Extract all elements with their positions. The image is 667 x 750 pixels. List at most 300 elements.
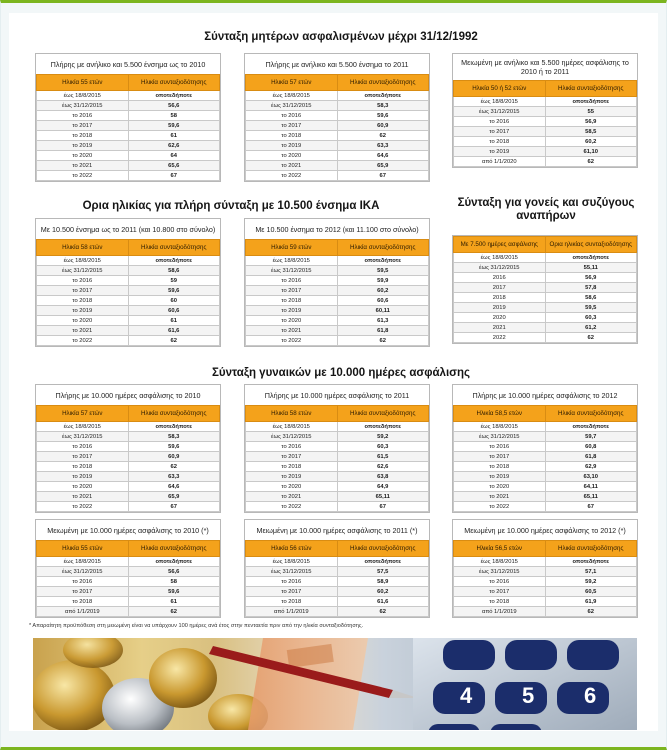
table-header-row — [37, 541, 220, 557]
period-cell: 2018 — [454, 293, 546, 303]
period-cell: έως 18/8/2015 — [37, 256, 129, 266]
retirement-age-cell: 58,5 — [545, 127, 637, 137]
column-header-age: Ηλικία συνταξιοδότησης — [128, 406, 220, 422]
table-card — [244, 53, 430, 182]
period-cell: έως 31/12/2015 — [246, 567, 338, 577]
retirement-age-cell: 61,5 — [337, 452, 429, 462]
calculator-key — [505, 640, 557, 670]
table-card — [35, 384, 221, 513]
table-row — [454, 333, 637, 343]
period-cell: έως 31/12/2015 — [454, 107, 546, 117]
table-row — [454, 587, 637, 597]
column-header-group: Ηλικία 59 ετών — [246, 240, 338, 256]
table-row — [246, 442, 429, 452]
column-header-group: Ηλικία 56,5 ετών — [454, 541, 546, 557]
period-cell: το 2016 — [246, 577, 338, 587]
retirement-age-cell: 58,6 — [128, 266, 220, 276]
retirement-age-cell: 56,9 — [545, 273, 637, 283]
period-cell: το 2017 — [246, 452, 338, 462]
retirement-age-cell: 59,7 — [545, 432, 637, 442]
retirement-age-cell: 60,11 — [337, 306, 429, 316]
period-cell: έως 31/12/2015 — [37, 567, 129, 577]
table-row — [37, 111, 220, 121]
table-row — [37, 326, 220, 336]
retirement-age-cell: 61,2 — [545, 323, 637, 333]
period-cell: το 2018 — [37, 462, 129, 472]
table-card — [35, 519, 221, 618]
period-cell: έως 18/8/2015 — [454, 557, 546, 567]
column-header-group: Ηλικία 55 ετών — [37, 75, 129, 91]
table-card — [452, 53, 638, 168]
calculator-key — [557, 682, 609, 714]
period-cell: 2020 — [454, 313, 546, 323]
period-cell: το 2022 — [246, 171, 338, 181]
table-row — [454, 97, 637, 107]
table-header-row — [454, 81, 637, 97]
table-header-row — [454, 237, 637, 253]
period-cell: έως 18/8/2015 — [246, 256, 338, 266]
age-table — [453, 540, 637, 617]
period-cell: το 2019 — [37, 141, 129, 151]
retirement-age-cell: 59,6 — [128, 442, 220, 452]
retirement-age-cell: οποτεδήποτε — [128, 557, 220, 567]
period-cell: έως 18/8/2015 — [37, 91, 129, 101]
retirement-age-cell: 63,8 — [337, 472, 429, 482]
retirement-age-cell: οποτεδήποτε — [545, 253, 637, 263]
period-cell: το 2018 — [246, 597, 338, 607]
table-title: Πλήρης με ανήλικο και 5.500 ένσημα το 2011 — [245, 54, 429, 74]
retirement-age-cell: 67 — [128, 171, 220, 181]
retirement-age-cell: 62 — [337, 131, 429, 141]
retirement-age-cell: 59,5 — [545, 303, 637, 313]
age-table — [36, 405, 220, 512]
retirement-age-cell: 61,10 — [545, 147, 637, 157]
period-cell: το 2019 — [246, 472, 338, 482]
age-table — [36, 74, 220, 181]
age-table — [245, 74, 429, 181]
retirement-age-cell: 59,5 — [337, 266, 429, 276]
period-cell: έως 18/8/2015 — [37, 422, 129, 432]
table-row — [454, 117, 637, 127]
table-row — [246, 557, 429, 567]
period-cell: το 2021 — [246, 492, 338, 502]
calculator-key — [433, 682, 485, 714]
table-row — [246, 151, 429, 161]
period-cell: το 2021 — [37, 492, 129, 502]
heading-mothers-pension: Σύνταξη μητέρων ασφαλισμένων μέχρι 31/12/1992 — [204, 31, 478, 43]
retirement-age-cell: 58 — [128, 577, 220, 587]
period-cell: το 2017 — [37, 121, 129, 131]
table-row — [246, 492, 429, 502]
footnote: * Απαραίτητη προϋπόθεση στη μειωμένη είναι να υπάρχουν 100 ημέρες ανά έτος στην πενταετία πριν από την ηλικία συνταξιοδότησης. — [29, 623, 364, 629]
period-cell: το 2019 — [37, 306, 129, 316]
column-header-age: Ηλικία συνταξιοδότησης — [128, 240, 220, 256]
column-header-group: Ηλικία 57 ετών — [37, 406, 129, 422]
table-title: Πλήρης με 10.000 ημέρες ασφάλισης το 2010 — [36, 385, 220, 405]
table-row — [454, 107, 637, 117]
table-row — [246, 462, 429, 472]
period-cell: το 2019 — [37, 472, 129, 482]
retirement-age-cell: 60,6 — [128, 306, 220, 316]
period-cell: το 2020 — [246, 482, 338, 492]
table-row — [454, 263, 637, 273]
retirement-age-cell: 62 — [128, 462, 220, 472]
age-table — [36, 239, 220, 346]
retirement-age-cell: 62 — [128, 607, 220, 617]
retirement-age-cell: 61 — [128, 597, 220, 607]
table-title: Μειωμένη με 10.000 ημέρες ασφάλισης το 2010 (*) — [36, 520, 220, 540]
table-row — [37, 171, 220, 181]
period-cell: το 2016 — [454, 577, 546, 587]
period-cell: το 2022 — [37, 502, 129, 512]
retirement-age-cell: 61 — [128, 131, 220, 141]
retirement-age-cell: 62 — [545, 157, 637, 167]
retirement-age-cell: 60,6 — [337, 296, 429, 306]
table-title: Μειωμένη με ανήλικο και 5.500 ημέρες ασφάλισης το 2010 ή το 2011 — [453, 54, 637, 80]
retirement-age-cell: 57,5 — [337, 567, 429, 577]
retirement-age-cell: 59,9 — [337, 276, 429, 286]
retirement-age-cell: 55 — [545, 107, 637, 117]
table-row — [246, 422, 429, 432]
table-row — [37, 597, 220, 607]
period-cell: έως 18/8/2015 — [454, 422, 546, 432]
table-header-row — [37, 75, 220, 91]
table-card — [35, 53, 221, 182]
period-cell: το 2017 — [454, 452, 546, 462]
table-row — [37, 442, 220, 452]
period-cell: το 2018 — [246, 462, 338, 472]
table-row — [246, 567, 429, 577]
table-header-row — [37, 240, 220, 256]
retirement-age-cell: 56,6 — [128, 567, 220, 577]
retirement-age-cell: 62,6 — [337, 462, 429, 472]
retirement-age-cell: 62,9 — [545, 462, 637, 472]
heading-parents-spouses-disabled: Σύνταξη για γονείς και συζύγους αναπήρων — [457, 197, 635, 222]
period-cell: το 2019 — [246, 306, 338, 316]
retirement-age-cell: οποτεδήποτε — [128, 422, 220, 432]
retirement-age-cell: οποτεδήποτε — [128, 256, 220, 266]
column-header-group: Ηλικία 58,5 ετών — [454, 406, 546, 422]
period-cell: το 2016 — [454, 442, 546, 452]
retirement-age-cell: 61,8 — [337, 326, 429, 336]
calculator-key — [428, 724, 480, 730]
retirement-age-cell: 60,5 — [545, 587, 637, 597]
table-row — [37, 432, 220, 442]
table-row — [37, 121, 220, 131]
period-cell: 2021 — [454, 323, 546, 333]
period-cell: το 2017 — [37, 587, 129, 597]
retirement-age-cell: 61 — [128, 316, 220, 326]
period-cell: το 2017 — [454, 127, 546, 137]
retirement-age-cell: 60,9 — [337, 121, 429, 131]
period-cell: 2019 — [454, 303, 546, 313]
age-table — [453, 236, 637, 343]
retirement-age-cell: 59,6 — [128, 121, 220, 131]
table-row — [454, 137, 637, 147]
photo-illustration — [33, 638, 637, 730]
table-card — [452, 384, 638, 513]
coin-shape — [149, 648, 217, 708]
table-row — [37, 296, 220, 306]
retirement-age-cell: 64,6 — [337, 151, 429, 161]
table-row — [37, 567, 220, 577]
table-row — [37, 306, 220, 316]
table-row — [246, 336, 429, 346]
retirement-age-cell: 62 — [337, 336, 429, 346]
retirement-age-cell: 62 — [545, 333, 637, 343]
coin-shape — [33, 660, 115, 730]
period-cell: έως 31/12/2015 — [37, 432, 129, 442]
calculator-digit: 5 — [522, 683, 535, 708]
retirement-age-cell: 62 — [545, 607, 637, 617]
table-row — [37, 557, 220, 567]
period-cell: το 2020 — [454, 482, 546, 492]
period-cell: το 2019 — [454, 147, 546, 157]
column-header-age: Ηλικία συνταξιοδότησης — [128, 541, 220, 557]
column-header-age: Ηλικία συνταξιοδότησης — [128, 75, 220, 91]
period-cell: το 2018 — [454, 462, 546, 472]
retirement-age-cell: 64,11 — [545, 482, 637, 492]
retirement-age-cell: 65,11 — [337, 492, 429, 502]
table-row — [246, 131, 429, 141]
retirement-age-cell: 61,3 — [337, 316, 429, 326]
calculator-key — [567, 640, 619, 670]
table-header-row — [37, 406, 220, 422]
table-card — [244, 384, 430, 513]
table-title: Πλήρης με 10.000 ημέρες ασφάλισης το 2011 — [245, 385, 429, 405]
period-cell: το 2021 — [454, 492, 546, 502]
period-cell: το 2017 — [246, 587, 338, 597]
retirement-age-cell: 67 — [128, 502, 220, 512]
table-row — [37, 422, 220, 432]
table-row — [454, 432, 637, 442]
column-header-group: Με 7.500 ημέρες ασφάλισης — [454, 237, 546, 253]
table-row — [37, 607, 220, 617]
period-cell: έως 31/12/2015 — [246, 266, 338, 276]
retirement-age-cell: οποτεδήποτε — [337, 91, 429, 101]
retirement-age-cell: οποτεδήποτε — [337, 256, 429, 266]
table-row — [246, 502, 429, 512]
table-row — [246, 141, 429, 151]
retirement-age-cell: οποτεδήποτε — [545, 422, 637, 432]
table-row — [454, 283, 637, 293]
age-table — [453, 405, 637, 512]
period-cell: το 2020 — [246, 151, 338, 161]
period-cell: το 2017 — [246, 121, 338, 131]
period-cell: το 2018 — [37, 597, 129, 607]
retirement-age-cell: 59,2 — [337, 432, 429, 442]
table-row — [37, 141, 220, 151]
period-cell: από 1/1/2020 — [454, 157, 546, 167]
table-title: Πλήρης με 10.000 ημέρες ασφάλισης το 2012 — [453, 385, 637, 405]
table-row — [246, 171, 429, 181]
column-header-age: Ηλικία συνταξιοδότησης — [337, 240, 429, 256]
column-header-group: Ηλικία 58 ετών — [246, 406, 338, 422]
table-row — [37, 462, 220, 472]
table-row — [37, 151, 220, 161]
period-cell: το 2021 — [246, 161, 338, 171]
age-table — [245, 405, 429, 512]
table-row — [37, 492, 220, 502]
table-header-row — [246, 240, 429, 256]
period-cell: το 2016 — [246, 276, 338, 286]
heading-women-10000-days: Σύνταξη γυναικών με 10.000 ημέρες ασφάλισης — [211, 367, 471, 379]
table-row — [246, 276, 429, 286]
period-cell: το 2016 — [246, 442, 338, 452]
table-card — [244, 519, 430, 618]
table-row — [454, 472, 637, 482]
period-cell: το 2016 — [37, 111, 129, 121]
column-header-group: Ηλικία 57 ετών — [246, 75, 338, 91]
table-title: Με 10.500 ένσημα ως το 2011 (και 10.800 στο σύνολο) — [36, 219, 220, 239]
period-cell: έως 31/12/2015 — [37, 266, 129, 276]
period-cell: το 2020 — [246, 316, 338, 326]
period-cell: έως 18/8/2015 — [454, 253, 546, 263]
table-row — [454, 253, 637, 263]
table-row — [246, 577, 429, 587]
table-row — [454, 157, 637, 167]
age-table — [36, 540, 220, 617]
retirement-age-cell: 55,11 — [545, 263, 637, 273]
table-row — [246, 306, 429, 316]
period-cell: το 2019 — [246, 141, 338, 151]
table-card — [452, 235, 638, 344]
column-header-group: Ηλικία 56 ετών — [246, 541, 338, 557]
retirement-age-cell: οποτεδήποτε — [337, 422, 429, 432]
table-row — [37, 276, 220, 286]
table-row — [246, 316, 429, 326]
period-cell: το 2016 — [37, 442, 129, 452]
retirement-age-cell: 63,3 — [128, 472, 220, 482]
period-cell: το 2022 — [37, 171, 129, 181]
retirement-age-cell: 61,6 — [337, 597, 429, 607]
table-row — [37, 256, 220, 266]
table-title: Μειωμένη με 10.000 ημέρες ασφάλισης το 2012 (*) — [453, 520, 637, 540]
retirement-age-cell: 60,2 — [337, 587, 429, 597]
retirement-age-cell: 60,9 — [128, 452, 220, 462]
table-row — [246, 101, 429, 111]
table-row — [37, 91, 220, 101]
period-cell: έως 31/12/2015 — [454, 567, 546, 577]
period-cell: το 2022 — [454, 502, 546, 512]
retirement-age-cell: 65,6 — [128, 161, 220, 171]
table-row — [246, 121, 429, 131]
retirement-age-cell: 64 — [128, 151, 220, 161]
period-cell: το 2017 — [246, 286, 338, 296]
retirement-age-cell: 61,8 — [545, 452, 637, 462]
retirement-age-cell: 63,3 — [337, 141, 429, 151]
period-cell: το 2018 — [454, 137, 546, 147]
table-row — [37, 161, 220, 171]
table-row — [454, 303, 637, 313]
retirement-age-cell: 60 — [128, 296, 220, 306]
table-row — [37, 452, 220, 462]
calculator-key — [490, 724, 542, 730]
money-calculator-photo — [33, 638, 637, 730]
period-cell: έως 18/8/2015 — [246, 91, 338, 101]
table-title: Μειωμένη με 10.000 ημέρες ασφάλισης το 2011 (*) — [245, 520, 429, 540]
retirement-age-cell: 58,6 — [545, 293, 637, 303]
retirement-age-cell: 59,6 — [128, 587, 220, 597]
retirement-age-cell: 65,9 — [128, 492, 220, 502]
table-header-row — [246, 75, 429, 91]
period-cell: έως 18/8/2015 — [454, 97, 546, 107]
period-cell: το 2020 — [37, 482, 129, 492]
retirement-age-cell: 61,6 — [128, 326, 220, 336]
column-header-age: Ηλικία συνταξιοδότησης — [337, 541, 429, 557]
column-header-age: Ηλικία συνταξιοδότησης — [545, 541, 637, 557]
calculator-digit: 6 — [584, 683, 597, 708]
table-row — [246, 597, 429, 607]
table-row — [454, 273, 637, 283]
period-cell: το 2018 — [246, 296, 338, 306]
retirement-age-cell: 60,2 — [545, 137, 637, 147]
calculator-key — [443, 640, 495, 670]
table-row — [37, 502, 220, 512]
period-cell: το 2019 — [454, 472, 546, 482]
table-row — [454, 482, 637, 492]
age-table — [453, 80, 637, 167]
period-cell: το 2020 — [37, 151, 129, 161]
column-header-age: Ηλικία συνταξιοδότησης — [337, 406, 429, 422]
table-row — [454, 442, 637, 452]
period-cell: το 2016 — [454, 117, 546, 127]
retirement-age-cell: οποτεδήποτε — [337, 557, 429, 567]
period-cell: έως 18/8/2015 — [246, 557, 338, 567]
table-row — [454, 607, 637, 617]
table-row — [37, 101, 220, 111]
table-row — [454, 492, 637, 502]
calculator-digit: 4 — [460, 683, 473, 708]
period-cell: το 2021 — [37, 161, 129, 171]
column-header-group: Ηλικία 55 ετών — [37, 541, 129, 557]
period-cell: το 2017 — [37, 286, 129, 296]
period-cell: από 1/1/2019 — [454, 607, 546, 617]
period-cell: το 2020 — [37, 316, 129, 326]
retirement-age-cell: 67 — [337, 171, 429, 181]
table-card — [452, 519, 638, 618]
retirement-age-cell: 57,1 — [545, 567, 637, 577]
period-cell: έως 31/12/2015 — [37, 101, 129, 111]
period-cell: το 2016 — [37, 276, 129, 286]
table-row — [246, 326, 429, 336]
retirement-age-cell: 58,9 — [337, 577, 429, 587]
retirement-age-cell: 65,9 — [337, 161, 429, 171]
period-cell: το 2016 — [246, 111, 338, 121]
period-cell: έως 31/12/2015 — [246, 432, 338, 442]
period-cell: από 1/1/2019 — [246, 607, 338, 617]
period-cell: έως 18/8/2015 — [37, 557, 129, 567]
table-card — [244, 218, 430, 347]
period-cell: από 1/1/2019 — [37, 607, 129, 617]
column-header-group: Ηλικία 58 ετών — [37, 240, 129, 256]
period-cell: το 2016 — [37, 577, 129, 587]
retirement-age-cell: 59,6 — [128, 286, 220, 296]
calculator-key — [495, 682, 547, 714]
retirement-age-cell: 64,6 — [128, 482, 220, 492]
table-row — [246, 91, 429, 101]
table-row — [37, 131, 220, 141]
table-row — [454, 323, 637, 333]
table-row — [246, 111, 429, 121]
retirement-age-cell: 59,2 — [545, 577, 637, 587]
column-header-age: Ηλικία συνταξιοδότησης — [545, 406, 637, 422]
table-row — [37, 316, 220, 326]
period-cell: έως 31/12/2015 — [454, 263, 546, 273]
retirement-age-cell: 57,8 — [545, 283, 637, 293]
table-row — [246, 256, 429, 266]
retirement-age-cell: 61,9 — [545, 597, 637, 607]
